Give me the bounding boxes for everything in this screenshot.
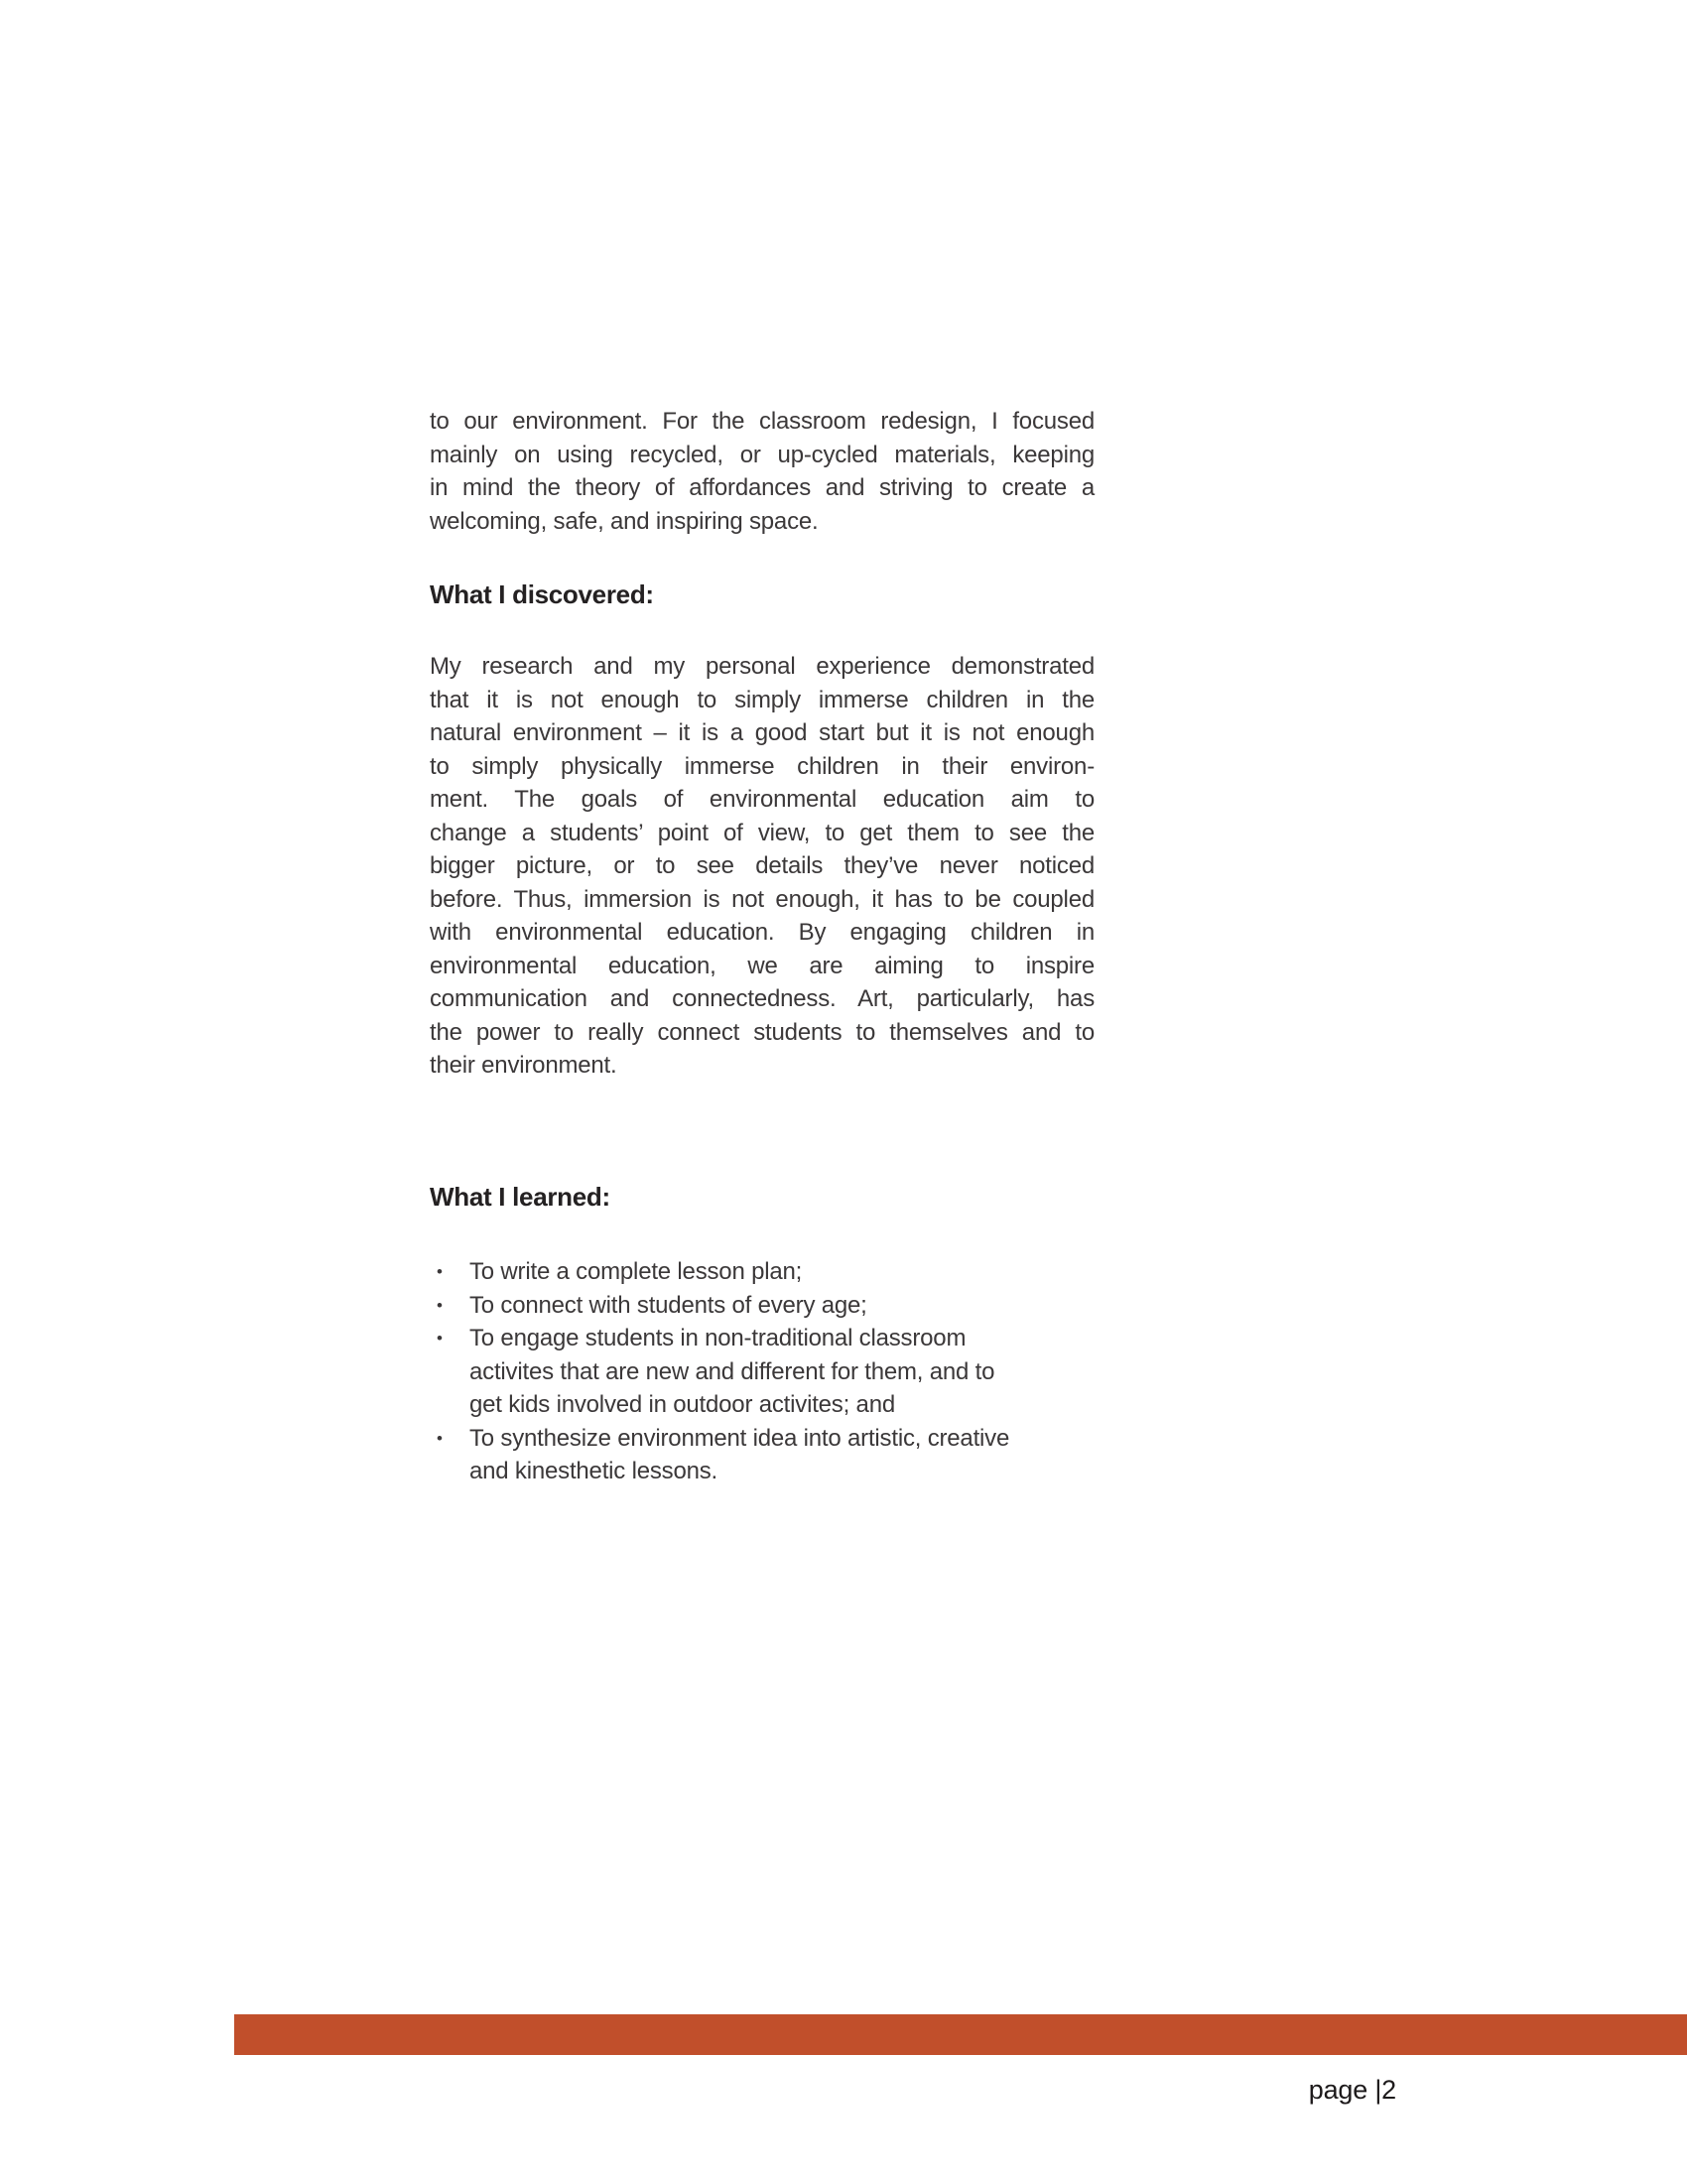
text-line: environmental education, we are aiming to inspire bbox=[430, 952, 1095, 979]
bullet-text bbox=[469, 1289, 867, 1323]
text-line: bigger picture, or to see details they’ve never noticed bbox=[430, 852, 1095, 879]
text-line: To engage students in non-traditional classroom bbox=[469, 1325, 967, 1351]
text-line: change a students’ point of view, to get them to see the bbox=[430, 819, 1095, 846]
text-line: activites that are new and different for them, and to bbox=[469, 1357, 995, 1385]
text-line: in mind the theory of affordances and striving to create a bbox=[430, 474, 1095, 501]
text-line: My research and my personal experience demonstrated bbox=[430, 653, 1095, 680]
bullet-item bbox=[430, 1422, 1124, 1488]
bullet-dot-icon: • bbox=[437, 1329, 443, 1348]
discovered-paragraph bbox=[430, 650, 1095, 1083]
bullet-text bbox=[469, 1322, 994, 1422]
text-line: ment. The goals of environmental education aim to bbox=[430, 786, 1095, 813]
bullet-item bbox=[430, 1289, 1124, 1323]
text-line: To connect with students of every age; bbox=[469, 1291, 867, 1319]
bullet-dot-icon: • bbox=[437, 1262, 443, 1281]
text-line: their environment. bbox=[430, 1052, 617, 1079]
bullet-dot-icon: • bbox=[437, 1428, 443, 1448]
bullet-dot-icon: • bbox=[437, 1295, 443, 1315]
text-line: natural environment – it is a good start but it is not enough bbox=[430, 719, 1095, 746]
learned-heading: What I learned: bbox=[430, 1182, 610, 1212]
text-line: before. Thus, immersion is not enough, it has to be coupled bbox=[430, 885, 1095, 913]
bullet-text bbox=[469, 1422, 1009, 1488]
bullet-item bbox=[430, 1255, 1124, 1289]
discovered-heading: What I discovered: bbox=[430, 579, 654, 609]
text-line: and kinesthetic lessons. bbox=[469, 1458, 718, 1484]
text-line: the power to really connect students to themselves and to bbox=[430, 1018, 1095, 1046]
bullet-text bbox=[469, 1255, 802, 1289]
footer-accent-bar bbox=[234, 2014, 1687, 2055]
text-line: To synthesize environment idea into artistic, creative bbox=[469, 1424, 1010, 1452]
text-line: get kids involved in outdoor activites; and bbox=[469, 1391, 895, 1418]
page-number-label: page |2 bbox=[1308, 2075, 1396, 2105]
bullet-item bbox=[430, 1322, 1124, 1422]
intro-paragraph bbox=[430, 405, 1095, 538]
text-line: that it is not enough to simply immerse children in the bbox=[430, 686, 1095, 713]
text-line: with environmental education. By engaging children in bbox=[430, 919, 1095, 946]
text-line: to our environment. For the classroom redesign, I focused bbox=[430, 408, 1095, 435]
text-line: communication and connectedness. Art, particularly, has bbox=[430, 985, 1095, 1012]
text-line: mainly on using recycled, or up-cycled materials, keeping bbox=[430, 441, 1095, 468]
learned-bullet-list bbox=[430, 1255, 1124, 1488]
text-line: To write a complete lesson plan; bbox=[469, 1258, 803, 1285]
text-line: to simply physically immerse children in their environ- bbox=[430, 752, 1095, 780]
text-line: welcoming, safe, and inspiring space. bbox=[430, 507, 819, 535]
